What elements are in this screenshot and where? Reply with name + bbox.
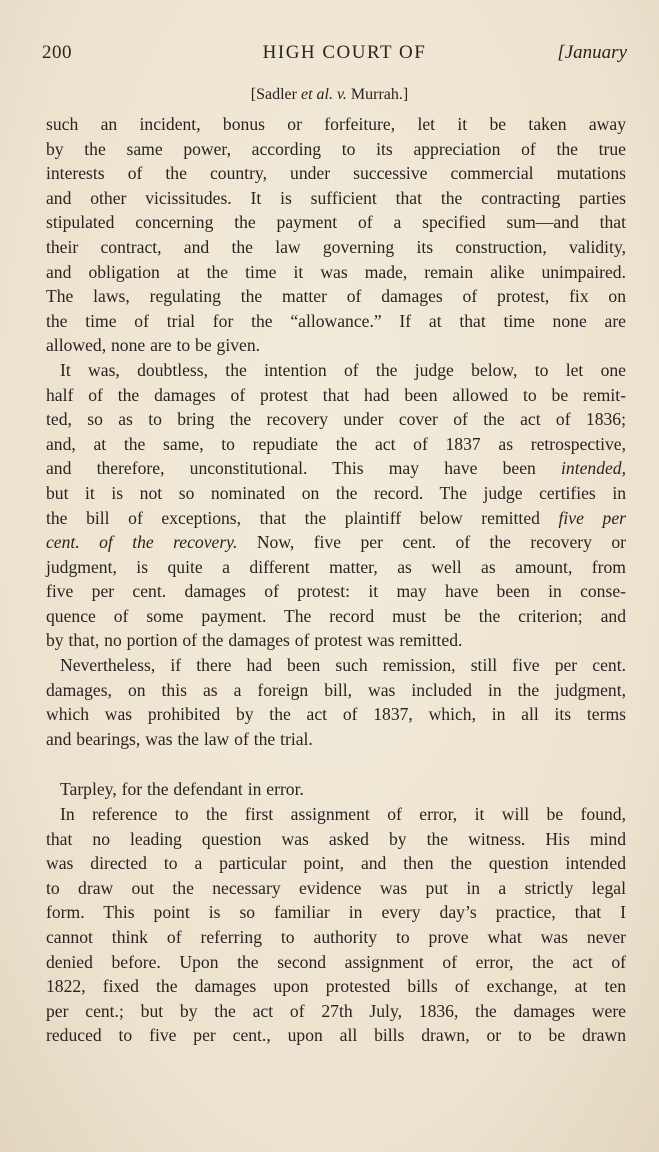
paragraph-3	[46, 653, 626, 751]
caption-open: [Sadler	[250, 86, 301, 103]
text-line: Nevertheless, if there had been such remission, still five per cent.	[60, 655, 626, 676]
emphasis-five-per: five per	[558, 507, 626, 528]
body-text	[46, 112, 626, 1048]
emphasis-recovery: cent. of the recovery.	[46, 532, 238, 553]
text-line: ted, so as to bring the recovery under cover of the act of 1836;	[46, 409, 626, 430]
court-title-text: HIGH COURT OF	[262, 42, 427, 63]
caption-party: Murrah.]	[350, 86, 409, 103]
text-line: that no leading question was asked by the witness. His mind	[46, 828, 626, 849]
running-header	[38, 42, 627, 72]
paragraph-5	[46, 802, 626, 1048]
text-line: The laws, regulating the matter of damages of protest, fix on	[46, 286, 626, 307]
text-line: by the same power, according to its appreciation of the true	[46, 138, 626, 159]
text-line: interests of the country, under successive commercial mutations	[46, 163, 626, 184]
text-line: Tarpley, for the defendant in error.	[60, 779, 304, 800]
text-line: 1822, fixed the damages upon protested bills of exchange, at ten	[46, 976, 626, 997]
text-line: quence of some payment. The record must be the criterion; and	[46, 605, 626, 626]
text-line: and bearings, was the law of the trial.	[46, 728, 313, 749]
paragraph-1	[46, 112, 626, 358]
text-line: half of the damages of protest that had been allowed to be remit-	[46, 384, 626, 405]
text-line: which was prohibited by the act of 1837, which, in all its terms	[46, 704, 626, 725]
text-line: and obligation at the time it was made, remain alike unimpaired.	[46, 261, 626, 282]
text-line: stipulated concerning the payment of a specified sum—and that	[46, 212, 626, 233]
text-line: the time of trial for the “allowance.” If at that time none are	[46, 310, 626, 331]
text-line: but it is not so nominated on the record. The judge certifies in	[46, 482, 626, 503]
text-line: damages, on this as a foreign bill, was included in the judgment,	[46, 679, 626, 700]
text-line: was directed to a particular point, and then the question intended	[46, 853, 626, 874]
text-line: five per cent. damages of protest: it may have been in conse-	[46, 581, 626, 602]
case-caption	[0, 86, 659, 104]
emphasis-intended: intended,	[561, 458, 626, 479]
text-line: cannot think of referring to authority to prove what was never	[46, 927, 626, 947]
paragraph-gap	[46, 751, 626, 777]
paragraph-2	[46, 358, 626, 653]
text-line: their contract, and the law governing its construction, validity,	[46, 236, 626, 257]
text-line: and other vicissitudes. It is sufficient that the contracting parties	[46, 187, 626, 208]
text-line: In reference to the first assignment of error, it will be found,	[60, 804, 626, 825]
text-line: judgment, is quite a different matter, as well as amount, from	[46, 556, 626, 577]
text-line	[46, 506, 626, 531]
text-line: allowed, none are to be given.	[46, 335, 261, 356]
text-segment: the bill of exceptions, that the plaintiff below remitted	[46, 507, 540, 528]
paragraph-4	[46, 777, 626, 802]
text-line	[46, 456, 626, 481]
text-line: by that, no portion of the damages of protest was remitted.	[46, 630, 463, 651]
text-line: per cent.; but by the act of 27th July, 1836, the damages were	[46, 1000, 626, 1021]
text-line: It was, doubtless, the intention of the judge below, to let one	[60, 359, 626, 380]
text-line: such an incident, bonus or forfeiture, let it be taken away	[46, 114, 626, 134]
text-line	[46, 530, 626, 555]
term-month: [January	[557, 42, 627, 63]
text-line: to draw out the necessary evidence was put in a strictly legal	[46, 877, 626, 898]
caption-versus: v.	[332, 86, 351, 103]
text-line: form. This point is so familiar in every day’s practice, that I	[46, 902, 626, 923]
text-segment: Now, five per cent. of the recovery or	[237, 532, 627, 553]
text-line: reduced to five per cent., upon all bills drawn, or to be drawn	[46, 1025, 626, 1046]
text-line: and, at the same, to repudiate the act of 1837 as retrospective,	[46, 433, 626, 454]
court-title	[38, 42, 627, 64]
page-number: 200	[42, 42, 72, 63]
caption-et-al: et al.	[300, 86, 333, 103]
text-line: denied before. Upon the second assignment of error, the act of	[46, 951, 626, 972]
text-segment: and therefore, unconstitutional. This may have been	[46, 458, 536, 479]
